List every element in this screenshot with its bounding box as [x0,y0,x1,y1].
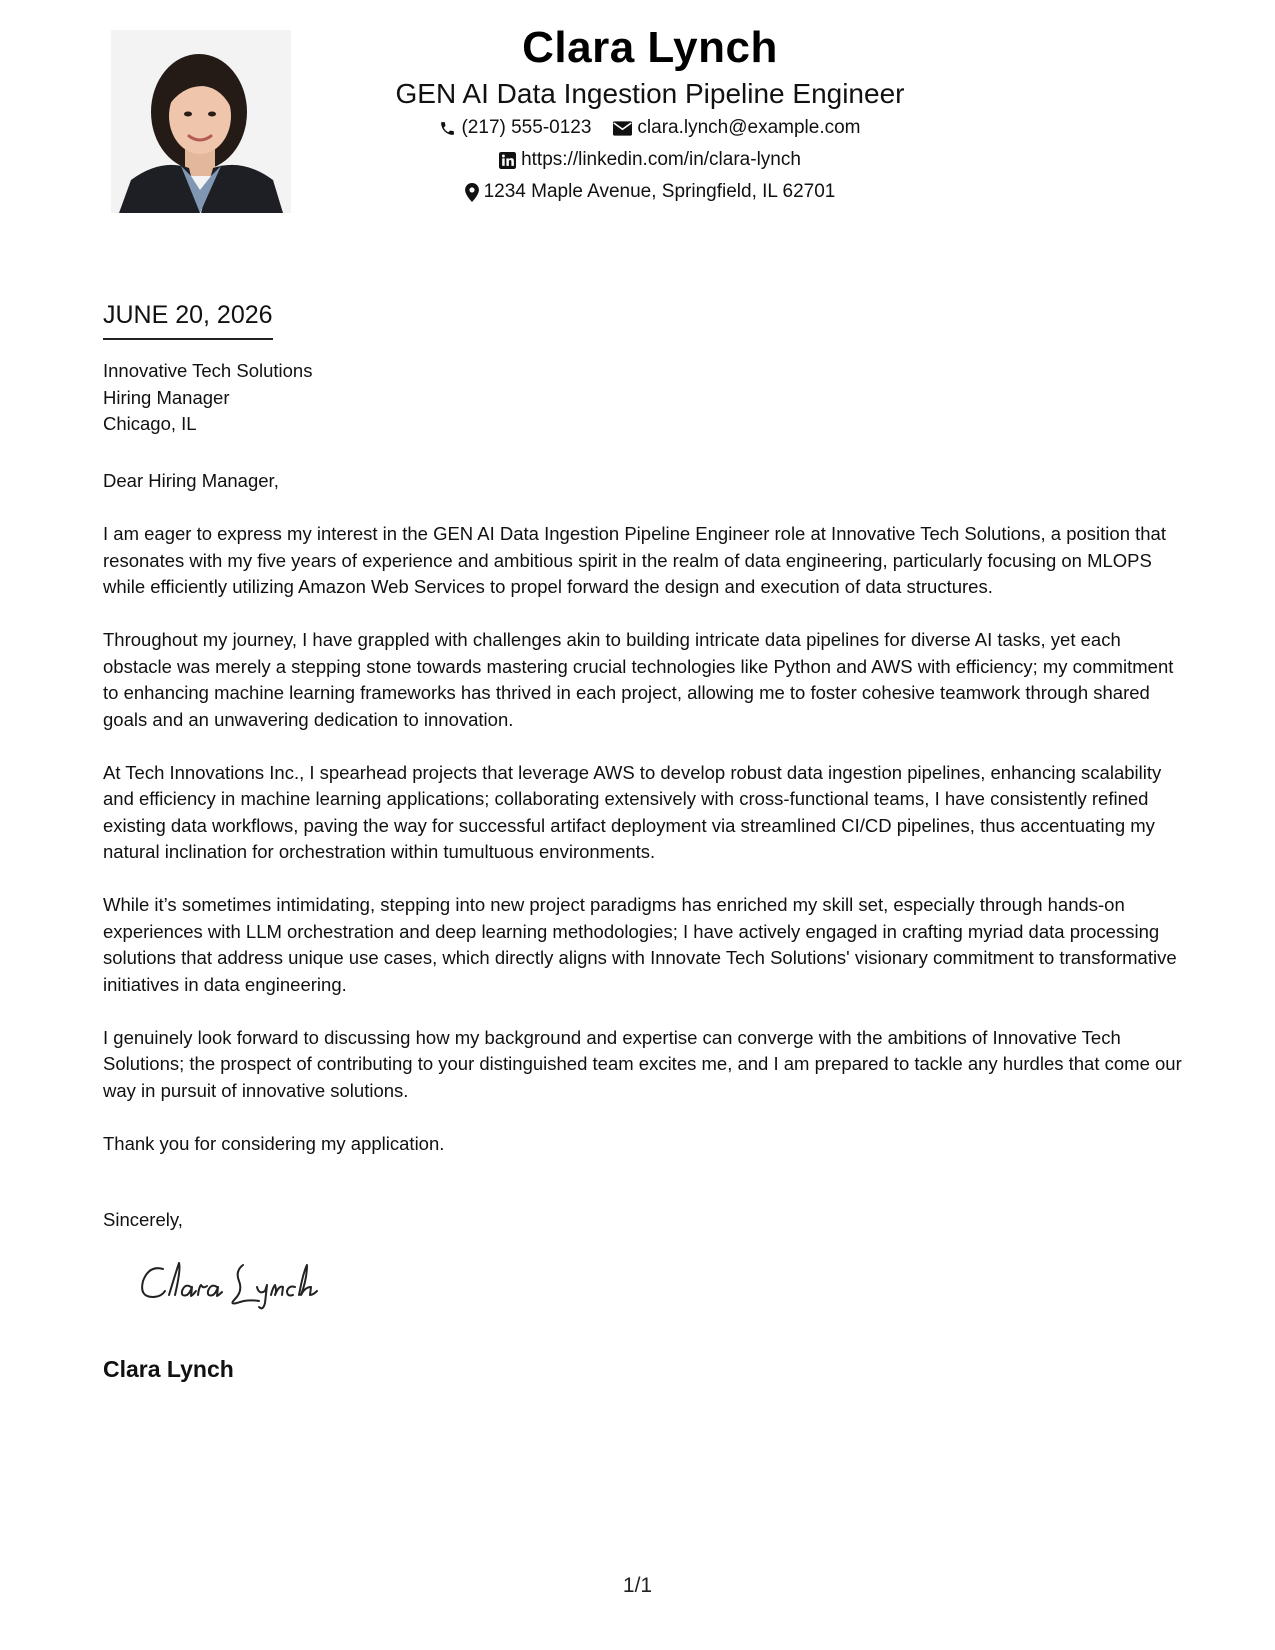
profile-photo [111,30,291,213]
contact-linkedin[interactable] [499,144,801,176]
linkedin-text[interactable]: https://linkedin.com/in/clara-lynch [521,149,801,170]
phone-icon [439,120,456,137]
body-paragraph: Throughout my journey, I have grappled with challenges akin to building intricate data pipelines for diverse AI tasks, yet each obstacle was merely a stepping stone towards mastering crucial technologies like Python and AWS with efficiency; my commitment to enhancing machine learning frameworks has thrived in each project, allowing me to foster cohesive teamwork through shared goals and an unwavering dedication to innovation. [103,629,1174,730]
envelope-icon [613,121,632,136]
phone-text: (217) 555-0123 [461,117,592,138]
contact-phone [439,112,591,144]
contact-line-linkedin [330,144,970,176]
handwritten-signature [135,1255,335,1320]
body-paragraph: I genuinely look forward to discussing how my background and expertise can converge with the ambitions of Innovative Tech Solutions; the prospect of contributing to your distinguished team excites me, and I am prepared to tackle any hurdles that come our way in pursuit of innovative solutions. [103,1026,1182,1101]
closing: Sincerely, [103,1209,183,1230]
recipient-location: Chicago, IL [103,413,197,434]
contact-line-phone-email [330,112,970,144]
letter-body [103,468,1183,1184]
page-number: 1/1 [622,1574,653,1597]
map-pin-icon [465,183,479,202]
body-paragraph: I am eager to express my interest in the GEN AI Data Ingestion Pipeline Engineer role at Innovative Tech Solutions, a position that resonates with my five years of experience and ambitious spirit in the realm of data engineering, particularly focusing on MLOPS while efficiently utilizing Amazon Web Services to propel forward the design and execution of data structures. [103,523,1166,597]
body-paragraph: At Tech Innovations Inc., I spearhead projects that leverage AWS to develop robust data ingestion pipelines, enhancing scalability and efficiency in machine learning applications; collaborating extensively with cross-functional teams, I have consistently refined existing data workflows, paving the way for successful artifact deployment via streamlined CI/CD pipelines, thus accentuating my natural inclination for orchestration within tumultuous environments. [103,761,1162,862]
signer-name: Clara Lynch [103,1356,234,1382]
recipient-title: Hiring Manager [103,386,230,408]
letter-header [330,20,970,208]
address-text: 1234 Maple Avenue, Springfield, IL 62701 [483,181,836,202]
salutation: Dear Hiring Manager, [103,470,279,491]
recipient-company: Innovative Tech Solutions [103,360,313,381]
linkedin-icon [499,152,516,169]
contact-email[interactable] [613,112,860,144]
email-text[interactable]: clara.lynch@example.com [637,117,861,138]
letter-date: JUNE 20, 2026 [103,298,273,340]
applicant-role: GEN AI Data Ingestion Pipeline Engineer [395,78,905,109]
applicant-name: Clara Lynch [522,23,778,72]
body-paragraph: Thank you for considering my application. [103,1132,445,1154]
contact-line-address [330,176,970,208]
body-paragraph: While it’s sometimes intimidating, stepping into new project paradigms has enriched my skill set, especially through hands-on experiences with LLM orchestration and deep learning methodologies; I have actively engaged in crafting myriad data processing solutions that address unique use cases, which directly aligns with Innovate Tech Solutions' visionary commitment to transformative initiatives in data engineering. [103,894,1177,995]
contact-address [465,176,836,208]
recipient-block [103,358,312,438]
